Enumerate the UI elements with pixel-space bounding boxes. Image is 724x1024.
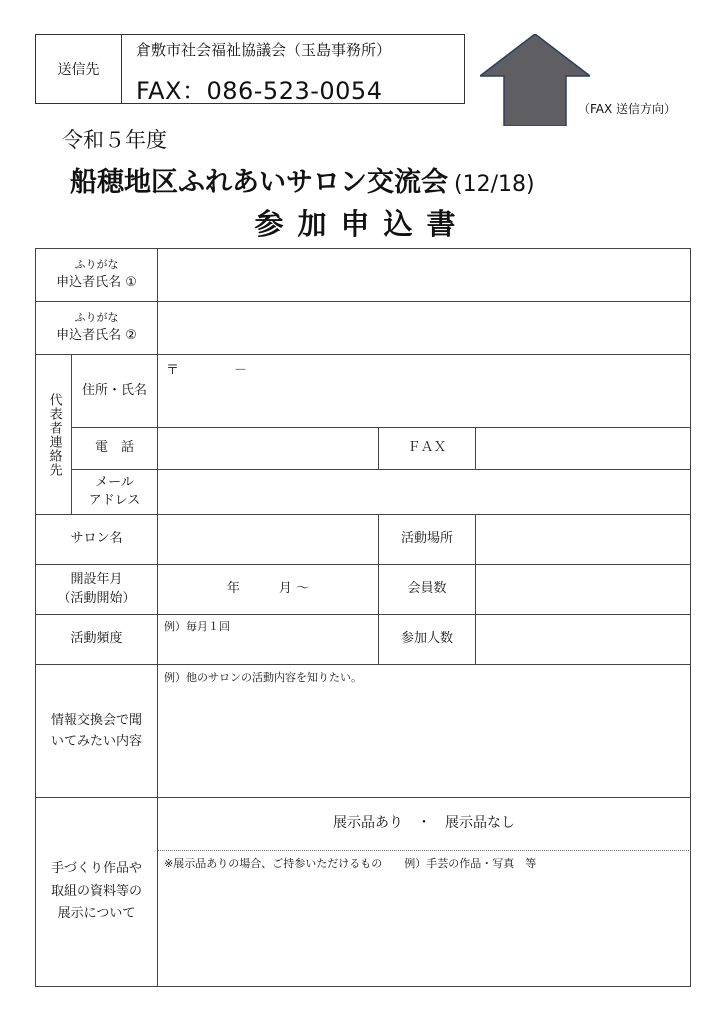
applicant2-furigana: ふりがな: [74, 311, 119, 325]
applicant2-name-label: 申込者氏名 ②: [56, 328, 137, 344]
organization-name: 倉敷市社会福祉協議会（玉島事務所）: [136, 41, 392, 59]
send-to-label: 送信先: [36, 35, 122, 103]
exhibit-note-area[interactable]: [158, 850, 691, 987]
fax-direction-arrow-icon: [480, 34, 590, 126]
exhibit-note: ※展示品ありの場合、ご持参いただけるもの 例）手芸の作品・写真 等: [164, 857, 537, 870]
fax-number: FAX：086-523-0054: [136, 77, 383, 105]
applicant2-label: [36, 302, 158, 355]
document-title: 参加申込書: [254, 207, 470, 241]
exhibit-label: 手づくり作品や 取組の資料等の 展示について: [36, 798, 158, 987]
fax-input[interactable]: [476, 428, 691, 470]
info-input[interactable]: [158, 665, 691, 798]
salon-name-input[interactable]: [158, 515, 379, 565]
start-date-label: 開設年月 （活動開始）: [36, 565, 158, 615]
postal-dash: －: [234, 363, 248, 378]
exhibit-choice[interactable]: 展示品あり ・ 展示品なし: [158, 798, 691, 850]
members-label: 会員数: [379, 565, 476, 615]
address-input[interactable]: [158, 355, 691, 428]
application-form: [35, 248, 691, 987]
applicant1-name-label: 申込者氏名 ①: [56, 275, 137, 291]
event-name: 船穂地区ふれあいサロン交流会: [70, 167, 448, 198]
applicant1-furigana: ふりがな: [74, 258, 119, 272]
fax-label: ＦＡＸ: [379, 428, 476, 470]
frequency-label: 活動頻度: [36, 615, 158, 665]
email-label: メール アドレス: [72, 470, 158, 515]
rep-contact-label: 代表者連絡先: [36, 355, 72, 515]
address-label: 住所・氏名: [72, 355, 158, 428]
applicant1-input[interactable]: [158, 249, 691, 302]
applicant2-input[interactable]: [158, 302, 691, 355]
send-to-box: [35, 34, 465, 104]
frequency-example: 例）毎月１回: [164, 620, 230, 633]
phone-label: 電 話: [72, 428, 158, 470]
event-date: (12/18): [454, 172, 535, 197]
venue-label: 活動場所: [379, 515, 476, 565]
phone-input[interactable]: [158, 428, 379, 470]
fiscal-year: 令和５年度: [62, 128, 167, 152]
info-example: 例）他のサロンの活動内容を知りたい。: [164, 671, 362, 684]
salon-name-label: サロン名: [36, 515, 158, 565]
start-date-input[interactable]: 年 月 ～: [158, 565, 379, 615]
arrow-caption: （FAX 送信方向）: [578, 102, 677, 116]
venue-input[interactable]: [476, 515, 691, 565]
email-input[interactable]: [158, 470, 691, 515]
event-title: [70, 160, 535, 199]
info-label: 情報交換会で聞 いてみたい内容: [36, 665, 158, 798]
postal-mark: 〒: [166, 363, 180, 378]
participants-label: 参加人数: [379, 615, 476, 665]
frequency-input[interactable]: [158, 615, 379, 665]
participants-input[interactable]: [476, 615, 691, 665]
applicant1-label: [36, 249, 158, 302]
members-input[interactable]: [476, 565, 691, 615]
